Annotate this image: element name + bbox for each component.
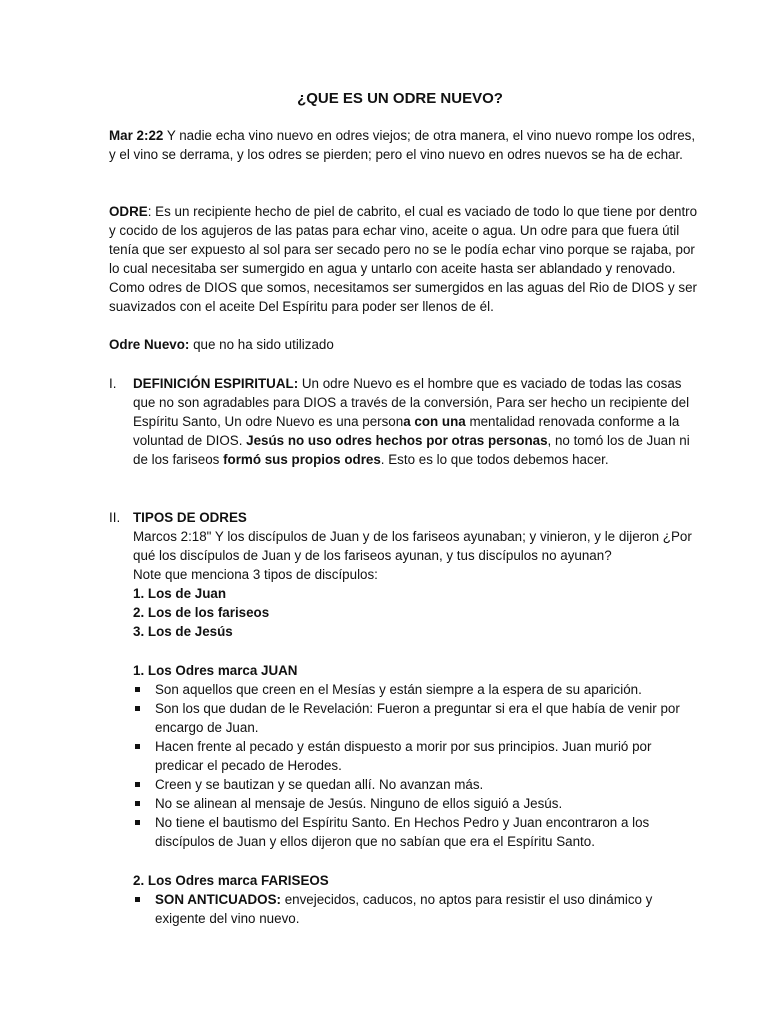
odre-nuevo-paragraph (109, 335, 699, 354)
section-1 (109, 374, 699, 469)
odre-text: : Es un recipiente hecho de piel de cabrito, el cual es vaciado de todo lo que tiene por dentro y cocido de los agujeros de las patas para echar vino, aceite o agua. Un odre para que fuera útil tenía que ser expuesto al sol para ser secado pero no se le podía echar vino porque se rajaba, por lo cual necesitaba ser sumergido en agua y untarlo con aceite hasta ser ablandado y renovado. Como odres de DIOS que somos, necesitamos ser sumergidos en las aguas del Rio de DIOS y ser suavizados con el aceite Del Espíritu para poder ser llenos de él. (109, 204, 698, 314)
section-2-number: II. (109, 510, 121, 525)
list-item: Son aquellos que creen en el Mesías y están siempre a la espera de su aparición. (133, 680, 699, 699)
disciple-type-item: 3. Los de Jesús (133, 624, 233, 639)
fariseos-bullet-list (133, 890, 699, 928)
verse-ref: Mar 2:22 (109, 128, 164, 143)
section-2-heading: TIPOS DE ODRES (133, 510, 247, 525)
page-title: ¿QUE ES UN ODRE NUEVO? (297, 90, 503, 107)
fariseos-bullet-text: envejecidos, caducos, no aptos para resistir el uso dinámico y exigente del vino nuevo. (155, 892, 653, 926)
section-2-verse: Marcos 2:18" Y los discípulos de Juan y de los fariseos ayunaban; y vinieron, y le dijeron ¿Por qué los discípulos de Juan y de los fariseos ayunan, y tus discípulos no ayunan? (133, 529, 692, 563)
list-item (133, 890, 699, 928)
odre-definition-paragraph (109, 202, 699, 316)
juan-heading: 1. Los Odres marca JUAN (133, 663, 298, 678)
section-1-bold: formó sus propios odres (223, 452, 381, 467)
disciple-type-item: 1. Los de Juan (133, 586, 227, 601)
odre-nuevo-text: que no ha sido utilizado (189, 337, 334, 352)
section-1-text: , no tomó los de Juan ni de los fariseos (133, 433, 690, 467)
section-2 (109, 508, 699, 641)
juan-section-body (133, 661, 699, 680)
disciple-type-item: 2. Los de los fariseos (133, 605, 270, 620)
section-1-number: I. (109, 376, 117, 391)
juan-section (109, 661, 699, 851)
section-1-bold: a con una (403, 414, 466, 429)
section-1-heading: DEFINICIÓN ESPIRITUAL: (133, 376, 299, 391)
fariseos-bullet-term: SON ANTICUADOS: (155, 892, 281, 907)
fariseos-section-body (133, 871, 699, 890)
odre-term: ODRE (109, 204, 148, 219)
verse-text: Y nadie echa vino nuevo en odres viejos; de otra manera, el vino nuevo rompe los odres, y el vino se derrama, y los odres se pierden; pero el vino nuevo en odres nuevos se ha de echar. (109, 128, 696, 162)
list-item: Hacen frente al pecado y están dispuesto a morir por sus principios. Juan murió por predicar el pecado de Herodes. (133, 737, 699, 775)
odre-nuevo-term: Odre Nuevo: (109, 337, 190, 352)
section-1-body (133, 374, 699, 469)
section-1-text: mentalidad renovada conforme a la voluntad de DIOS. (133, 414, 680, 448)
fariseos-heading: 2. Los Odres marca FARISEOS (133, 873, 329, 888)
juan-bullet-list (133, 680, 699, 851)
list-item: No tiene el bautismo del Espíritu Santo. En Hechos Pedro y Juan encontraron a los discípulos de Juan y ellos dijeron que no sabían que era el Espíritu Santo. (133, 813, 699, 851)
list-item: Son los que dudan de le Revelación: Fueron a preguntar si era el que había de venir por encargo de Juan. (133, 699, 699, 737)
list-item: Creen y se bautizan y se quedan allí. No avanzan más. (133, 775, 699, 794)
list-item: No se alinean al mensaje de Jesús. Ninguno de ellos siguió a Jesús. (133, 794, 699, 813)
fariseos-section (109, 871, 699, 928)
section-1-bold: Jesús no uso odres hechos por otras personas (246, 433, 548, 448)
section-1-text: Un odre Nuevo es el hombre que es vaciado de todas las cosas que no son agradables para DIOS a través de la conversión, Para ser hecho un recipiente del Espíritu Santo, Un odre Nuevo es una person (133, 376, 690, 429)
section-1-text: . Esto es lo que todos debemos hacer. (380, 452, 609, 467)
verse-paragraph (109, 126, 699, 164)
section-2-body (133, 508, 699, 641)
section-2-note: Note que menciona 3 tipos de discípulos: (133, 567, 378, 582)
